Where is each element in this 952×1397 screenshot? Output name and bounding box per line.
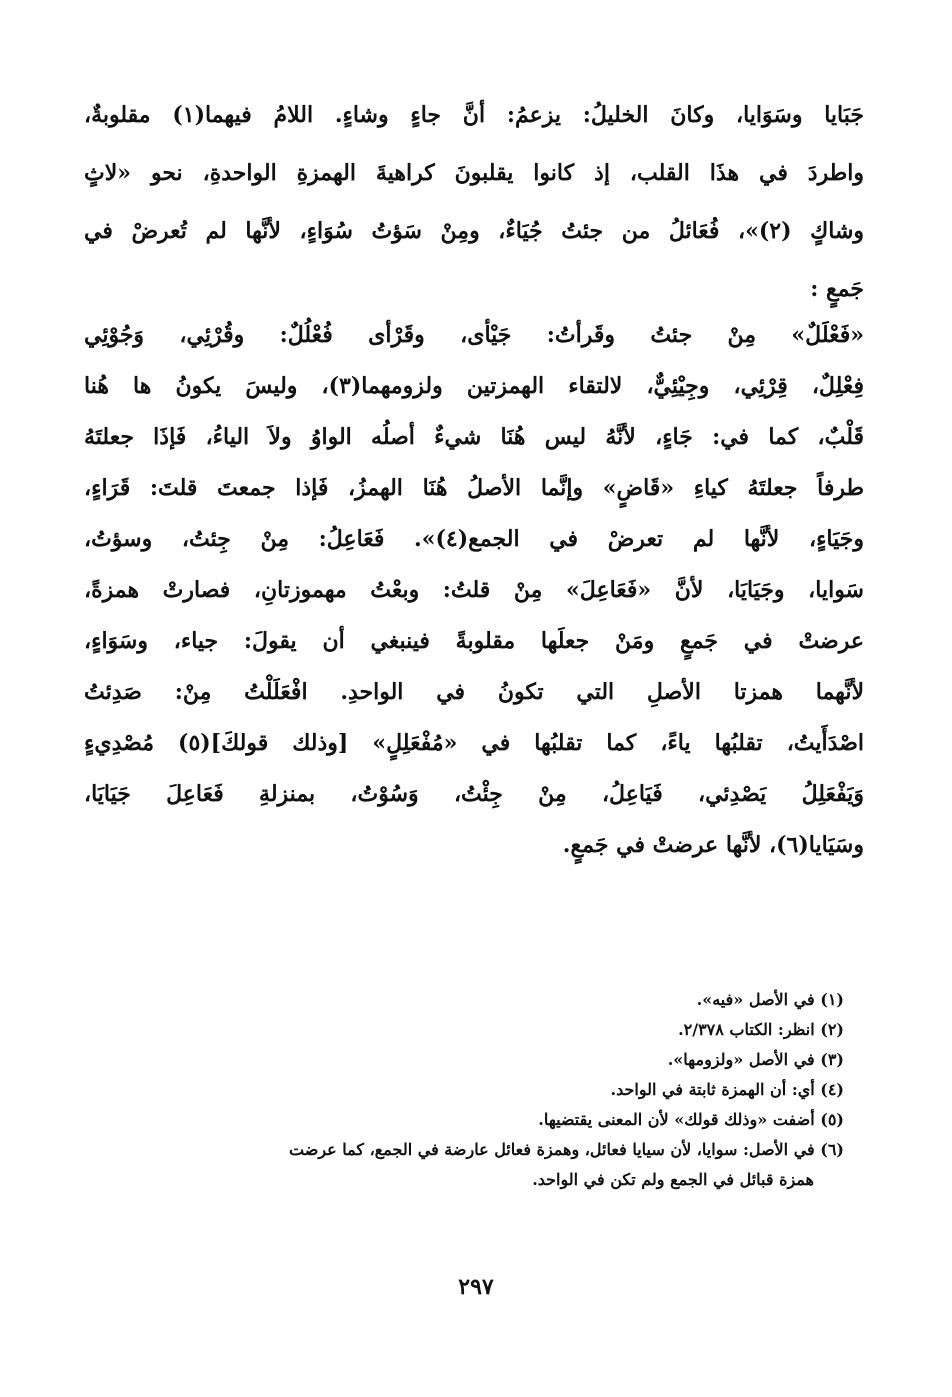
footnotes <box>84 990 844 1200</box>
text-line: وجَيَاءٍ، لأنَّها لم تعرضْ في الجمع(٤)». فَعَاعِلُ: مِنْ جِئتُ، وسؤتُ، <box>84 526 864 552</box>
text-line: وسَيَايا(٦)، لأنَّها عرضتْ في جَمعٍ. <box>562 832 864 858</box>
footnote-6-continuation: همزة قبائل في الجمع ولم تكن في الواحد. <box>532 1170 814 1189</box>
text-line: جَمعٍ : <box>810 276 864 302</box>
footnote-5: (٥) أضفت «وذلك قولك» لأن المعنى يقتضيها. <box>538 1110 844 1129</box>
text-line: وشاكٍ (٢)»، فُعَائلُ من جئتُ جُيَاءٌ، ومِنْ سَؤتُ سُوَاءٍ، لأنَّها لم تُعرضْ في <box>84 218 864 244</box>
text-line: فِعْلِلٌ، قِرْئِي، وجِيْئِيٌّ، لالتقاء الهمزتين ولزومهما(٣)، وليسَ يكونُ ها هُنا <box>84 373 865 399</box>
text-line: سَوايا، وجَيَايَا، لأنَّ «فَعَاعِلَ» مِنْ قلتُ: وبعْتُ مهموزتانِ، فصارتْ همزةً، <box>84 577 864 603</box>
text-line: لأنَّهما همزتا الأصلِ التي تكونُ في الواحدِ. افْعَلَلْتُ مِنْ: صَدِئتُ <box>84 679 864 705</box>
text-line: وَيَفْعَلِلُ يَصْدِئي، فَيَاعِلُ، مِنْ جِئْتُ، وَسُوْتُ، بمنزلةِ فَعَاعِلَ جَيَايَا، <box>84 781 864 807</box>
text-line: عرضتْ في جَمعٍ ومَنْ جعلَها مقلوبةً فينبغي أن يقولَ: جياء، وسَوَاءٍ، <box>84 628 864 654</box>
footnote-2: (٢) انظر: الكتاب ٢/٣٧٨. <box>678 1020 844 1039</box>
paragraph-2 <box>84 322 864 883</box>
footnote-6: (٦) في الأصل: سوايا، لأن سيايا فعائل، وهمزة فعائل عارضة في الجمع، كما عرضت <box>289 1140 844 1159</box>
text-line: طرفاً جعلتَهُ كياءِ «قَاضٍ» وإنَّما الأصلُ هُنَا الهمزُ، فَإذا جمعتَ قلتَ: قَرَاءٍ، <box>84 475 864 501</box>
paragraph-1 <box>84 102 864 334</box>
page-number: ٢٩٧ <box>458 1274 494 1300</box>
footnote-4: (٤) أي: أن الهمزة ثابتة في الواحد. <box>610 1080 844 1099</box>
text-line: جَبَايا وسَوَايا، وكانَ الخليلُ: يزعمُ: أنَّ جاءٍ وشاءٍ. اللامُ فيهما(١) مقلوبةٌ، <box>84 102 864 128</box>
text-line: اصْدَأَيتُ، تقلبُها ياءً، كما تقلبُها في «مُفْعَلِلٍ» [وذلك قولكَ](٥) مُصْدِيءٍ <box>84 730 864 756</box>
text-line: واطردَ في هذَا القلب، إذ كانوا يقلبونَ كراهيةَ الهمزةِ الواحدةِ، نحو «لاثٍ <box>84 160 864 186</box>
text-line: «فَعْلَلٌ» مِنْ جئتُ وقَرأتُ: جَيْأى، وقَرْأى فُعْلُلٌ: وقُرْئِي، وَجُوْئِي <box>84 322 864 348</box>
text-line: قَلْبٌ، كما في: جَاءٍ، لأنَّهُ ليس هُنَا شيءٌ أصلُه الواوُ ولاَ الياءُ، فَإذَا جعلتَهُ <box>84 424 864 450</box>
footnote-3: (٣) في الأصل «ولزومها». <box>667 1050 844 1069</box>
footnote-1: (١) في الأصل «فيه». <box>696 990 844 1009</box>
